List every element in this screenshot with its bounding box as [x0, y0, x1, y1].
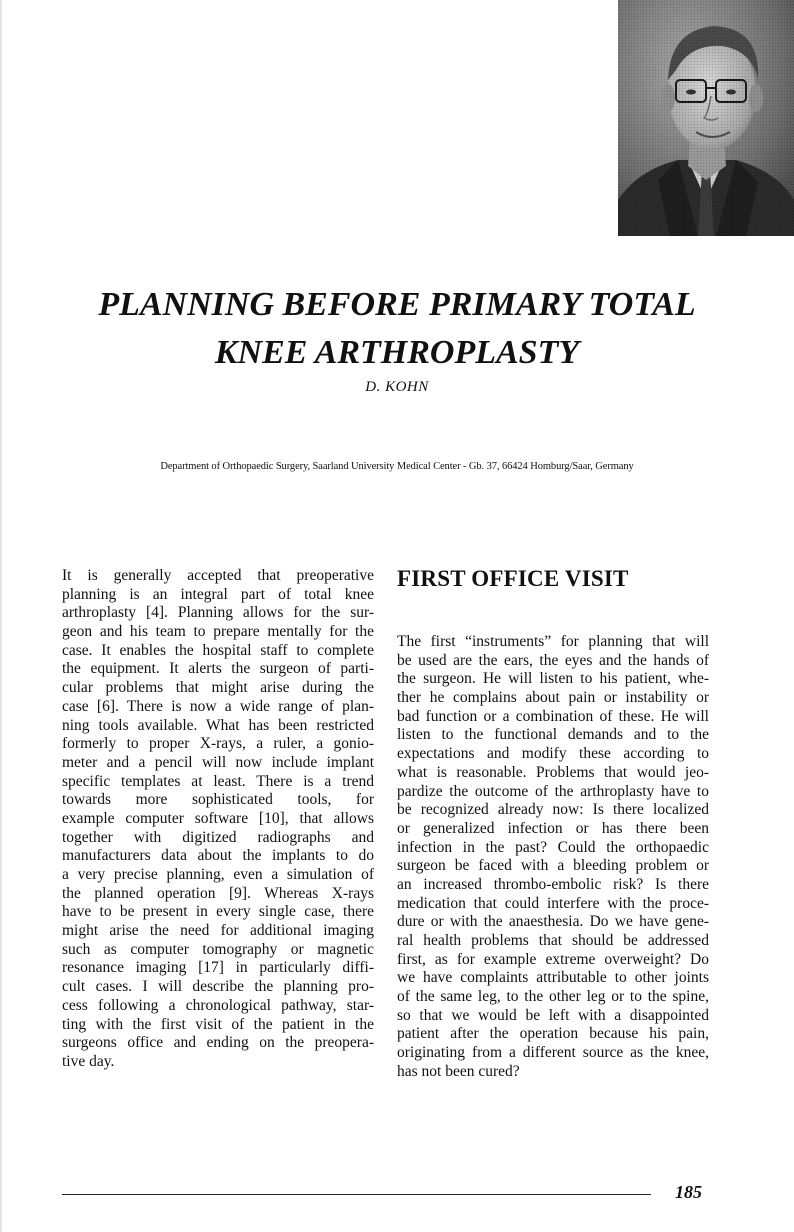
text-line: infection in the past? Could the orthopaedic	[397, 838, 709, 856]
text-line: arthroplasty [4]. Planning allows for the sur-	[62, 604, 374, 622]
section-heading: FIRST OFFICE VISIT	[397, 566, 629, 591]
author-name: D. KOHN	[365, 379, 429, 395]
text-line: an increased thrombo-embolic risk? Is there	[397, 875, 709, 893]
text-line: cess following a chronological pathway, star-	[62, 996, 374, 1014]
text-line: of the same leg, to the other leg or to the spine,	[397, 988, 709, 1006]
text-line: bad function or a combination of these. He will	[397, 707, 709, 725]
text-line: together with digitized radiographs and	[62, 828, 374, 846]
text-line: surgeons office and ending on the preopera-	[62, 1034, 374, 1052]
text-line: It is generally accepted that preoperative	[62, 567, 374, 584]
text-line: surgeon be faced with a bleeding problem or	[397, 857, 709, 875]
text-line: case. It enables the hospital staff to complete	[62, 641, 374, 659]
author-portrait-photo	[618, 0, 794, 236]
text-line: case [6]. There is now a wide range of plan-	[62, 697, 374, 715]
text-line: the planned operation [9]. Whereas X-rays	[62, 884, 374, 902]
text-line: ral health problems that should be addressed	[397, 932, 709, 949]
text-line: geon and his team to prepare mentally for the	[62, 623, 374, 641]
text-line: we have complaints attributable to other joints	[397, 969, 709, 987]
text-line: the equipment. It alerts the surgeon of parti-	[62, 660, 374, 678]
text-line: meter and a pencil will now include implant	[62, 753, 374, 771]
footer-rule	[62, 1194, 651, 1195]
text-line: such as computer tomography or magnetic	[62, 940, 374, 958]
text-line: ther he complains about pain or instability or	[397, 689, 709, 707]
text-line: planning is an integral part of total knee	[62, 585, 374, 603]
text-line: ning tools available. What has been restricted	[62, 716, 374, 734]
right-column-text	[397, 633, 709, 1082]
text-line: medication that could interfere with the proce-	[397, 894, 709, 912]
text-line: expectations and modify these according to	[397, 745, 709, 763]
text-line: formerly to proper X-rays, a ruler, a gonio-	[62, 735, 374, 753]
text-line: or generalized infection or has there been	[397, 819, 709, 837]
text-line: towards more sophisticated tools, for	[62, 791, 374, 809]
text-line: the surgeon. He will listen to his patient, whe-	[397, 670, 709, 688]
text-line: listen to the functional demands and to the	[397, 726, 709, 744]
left-column-text	[62, 567, 374, 1072]
text-line: originating from a different source as the knee,	[397, 1044, 709, 1062]
text-line: tive day.	[62, 1052, 115, 1070]
paper-title-line-2: KNEE ARTHROPLASTY	[214, 334, 580, 371]
paper-title-line-1: PLANNING BEFORE PRIMARY TOTAL	[98, 286, 696, 323]
text-line: have to be present in every single case, there	[62, 903, 374, 921]
text-line: a very precise planning, even a simulation of	[62, 866, 374, 883]
text-line: what is reasonable. Problems that would jeo-	[397, 763, 709, 781]
page-edge-shadow	[0, 0, 2, 1232]
page-number: 185	[675, 1182, 702, 1202]
text-line: patient after the operation because his pain,	[397, 1025, 709, 1043]
text-line: has not been cured?	[397, 1062, 520, 1080]
author-affiliation: Department of Orthopaedic Surgery, Saarland University Medical Center - Gb. 37, 66424 Homburg/Saar, Germany	[160, 461, 634, 472]
text-line: resonance imaging [17] in particularly diffi-	[62, 959, 374, 977]
text-line: first, as for example extreme overweight? Do	[397, 950, 709, 968]
text-line: dure or with the anaesthesia. Do we have gene-	[397, 913, 709, 931]
text-line: cular problems that might arise during the	[62, 679, 374, 697]
text-line: specific templates at least. There is a trend	[62, 772, 374, 790]
text-line: be recognized already now: Is there localized	[397, 801, 709, 819]
text-line: ting with the first visit of the patient in the	[62, 1015, 374, 1033]
text-line: pardize the outcome of the arthroplasty have to	[397, 782, 709, 800]
text-line: be used are the ears, the eyes and the hands of	[397, 651, 709, 669]
text-line: The first “instruments” for planning that will	[397, 633, 709, 650]
text-line: so that we would be left with a disappointed	[397, 1006, 709, 1024]
text-line: manufacturers data about the implants to do	[62, 847, 374, 865]
text-line: example computer software [10], that allows	[62, 809, 374, 827]
text-line: might arise the need for additional imaging	[62, 922, 374, 940]
text-line: cult cases. I will describe the planning pro-	[62, 978, 374, 996]
